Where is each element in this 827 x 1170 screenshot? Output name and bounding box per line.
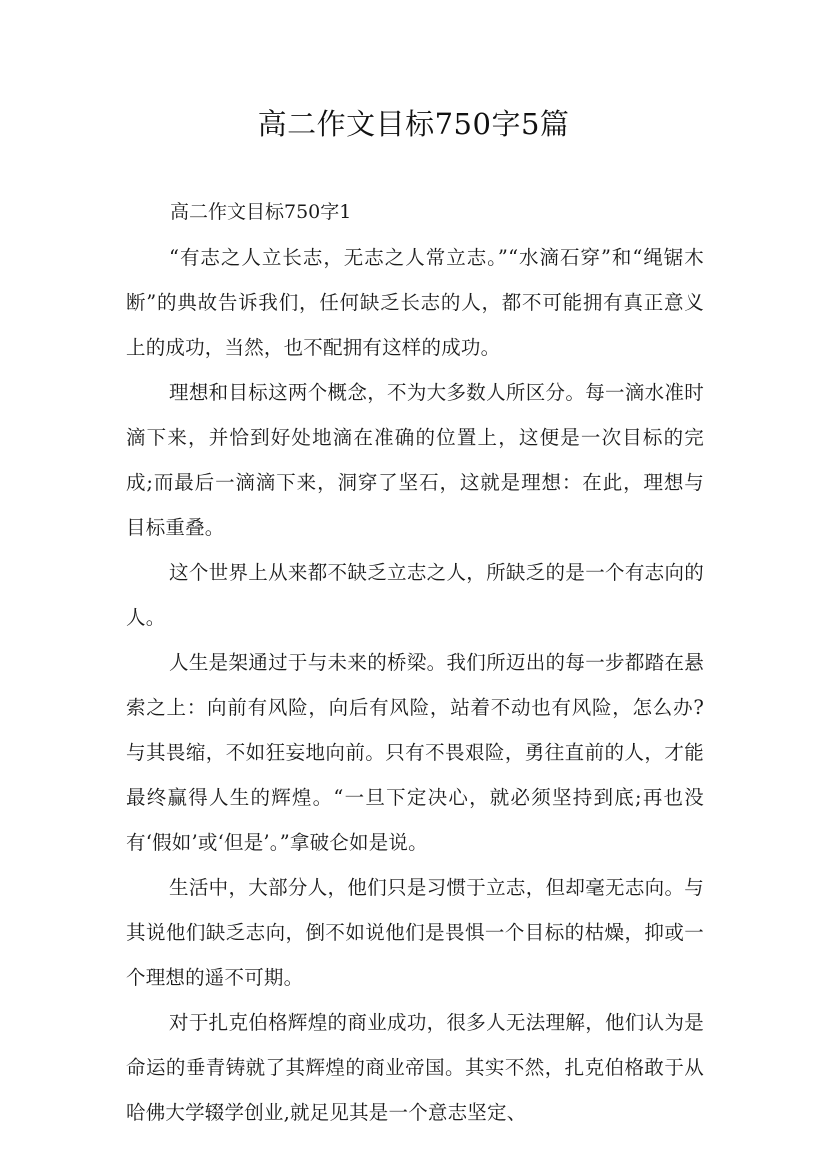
document-title: 高二作文目标750字5篇 (257, 107, 570, 141)
paragraph-2: 理想和目标这两个概念，不为大多数人所区分。每一滴水准时滴下来，并恰到好处地滴在准确的位置上，这便是一次目标的完成;而最后一滴滴下来，洞穿了坚石，这就是理想：在此，理想与目标重叠。 (126, 381, 704, 539)
section-subtitle: 高二作文目标750字1 (170, 201, 352, 223)
paragraph-5: 生活中，大部分人，他们只是习惯于立志，但却毫无志向。与其说他们缺乏志向，倒不如说他们是畏惧一个目标的枯燥，抑或一个理想的遥不可期。 (126, 876, 704, 989)
paragraph-1: “有志之人立长志，无志之人常立志。”“水滴石穿”和“绳锯木断”的典故告诉我们，任何缺乏长志的人，都不可能拥有真正意义上的成功，当然，也不配拥有这样的成功。 (126, 246, 704, 359)
paragraph-4: 人生是架通过于与未来的桥梁。我们所迈出的每一步都踏在悬索之上：向前有风险，向后有风险，站着不动也有风险，怎么办?与其畏缩，不如狂妄地向前。只有不畏艰险，勇往直前的人，才能最终赢得人生的辉煌。“一旦下定决心，就必须坚持到底;再也没有‘假如’或‘但是’。”拿破仑如是说。 (126, 651, 704, 854)
paragraph-3: 这个世界上从来都不缺乏立志之人，所缺乏的是一个有志向的人。 (126, 561, 704, 629)
paragraph-6: 对于扎克伯格辉煌的商业成功，很多人无法理解，他们认为是命运的垂青铸就了其辉煌的商业帝国。其实不然，扎克伯格敢于从哈佛大学辍学创业,就足见其是一个意志坚定、 (126, 1011, 704, 1124)
document-body (126, 190, 704, 1135)
